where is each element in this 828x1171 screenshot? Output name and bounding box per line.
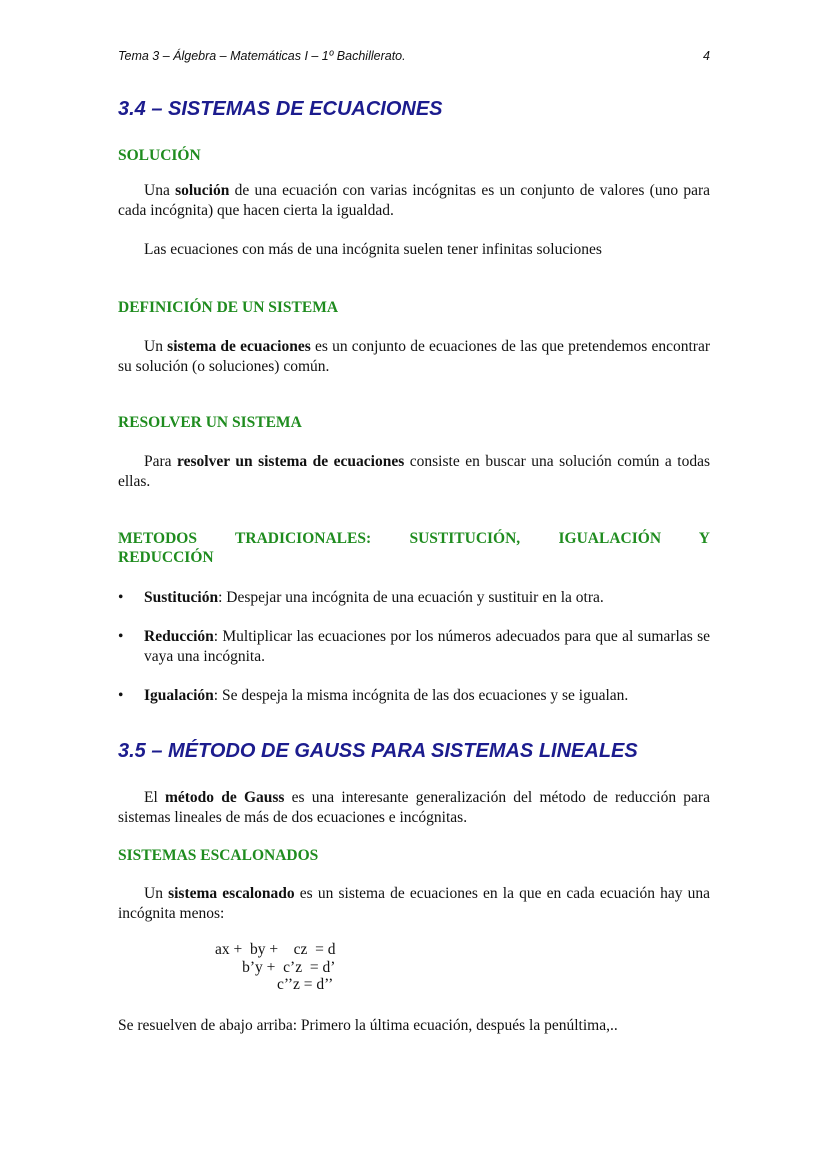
- heading-line: REDUCCIÓN: [118, 549, 214, 566]
- text: es un conjunto de ecuaciones de las que pretendemos encontrar su solución (o soluciones) común.: [118, 338, 711, 375]
- bold-term: solución: [175, 182, 230, 199]
- heading-solucion: SOLUCIÓN: [118, 147, 201, 164]
- heading-escalonados: SISTEMAS ESCALONADOS: [118, 847, 319, 864]
- equation-line: b’y + c’z = d’: [215, 959, 336, 976]
- text: Una: [144, 182, 176, 199]
- header-title: Tema 3 – Álgebra – Matemáticas I – 1º Bachillerato.: [118, 49, 406, 63]
- paragraph-escalonado: [118, 884, 710, 923]
- bullet-icon: •: [118, 628, 124, 645]
- paragraph-resolver: [118, 452, 710, 491]
- text: Para: [144, 453, 178, 470]
- heading-definicion: DEFINICIÓN DE UN SISTEMA: [118, 299, 339, 316]
- bold-term: resolver un sistema de ecuaciones: [177, 453, 405, 470]
- text: : Se despeja la misma incógnita de las dos ecuaciones y se igualan.: [213, 687, 629, 704]
- equation-line: ax + by + cz = d: [215, 941, 336, 958]
- text: es un sistema de ecuaciones en la que en cada ecuación hay una incógnita menos:: [118, 885, 710, 922]
- text: El: [144, 789, 165, 806]
- heading-metodos: [118, 529, 710, 567]
- section-3-5-title: 3.5 – MÉTODO DE GAUSS PARA SISTEMAS LINEALES: [118, 740, 638, 762]
- bold-term: Reducción: [144, 628, 214, 645]
- list-item: [118, 627, 710, 666]
- text: de una ecuación con varias incógnitas es un conjunto de valores (uno para cada incógnita) que hacen cierta la igualdad.: [118, 182, 711, 219]
- equation-line: c’’z = d’’: [215, 976, 334, 993]
- bold-term: Sustitución: [144, 589, 219, 606]
- bullet-icon: •: [118, 589, 124, 606]
- text: Un: [144, 885, 169, 902]
- paragraph-solucion: [118, 181, 710, 220]
- bold-term: Igualación: [144, 687, 214, 704]
- paragraph-final: Se resuelven de abajo arriba: Primero la última ecuación, después la penúltima,..: [118, 1017, 618, 1034]
- section-3-4-title: 3.4 – SISTEMAS DE ECUACIONES: [118, 98, 443, 120]
- bold-term: sistema escalonado: [168, 885, 295, 902]
- text: consiste en buscar una solución común a todas ellas.: [118, 453, 710, 490]
- page-number: 4: [703, 49, 710, 63]
- page-header: [118, 49, 710, 63]
- paragraph-definicion: [118, 337, 710, 376]
- text: : Multiplicar las ecuaciones por los números adecuados para que al sumarlas se vaya una incógnita.: [144, 628, 710, 665]
- heading-resolver: RESOLVER UN SISTEMA: [118, 414, 302, 431]
- paragraph-gauss: [118, 788, 710, 827]
- paragraph-infinitas: [118, 240, 710, 260]
- list-item: [118, 588, 710, 608]
- list-item: [118, 686, 710, 706]
- text: es una interesante generalización del método de reducción para sistemas lineales de más de dos ecuaciones e incógnitas.: [118, 789, 710, 826]
- text: : Despejar una incógnita de una ecuación y sustituir en la otra.: [218, 589, 604, 606]
- bold-term: método de Gauss: [164, 789, 285, 806]
- bold-term: sistema de ecuaciones: [167, 338, 311, 355]
- bullet-icon: •: [118, 687, 124, 704]
- text: Un: [144, 338, 168, 355]
- heading-line: METODOS TRADICIONALES: SUSTITUCIÓN, IGUALACIÓN Y: [118, 530, 710, 547]
- text: Las ecuaciones con más de una incógnita suelen tener infinitas soluciones: [144, 241, 602, 258]
